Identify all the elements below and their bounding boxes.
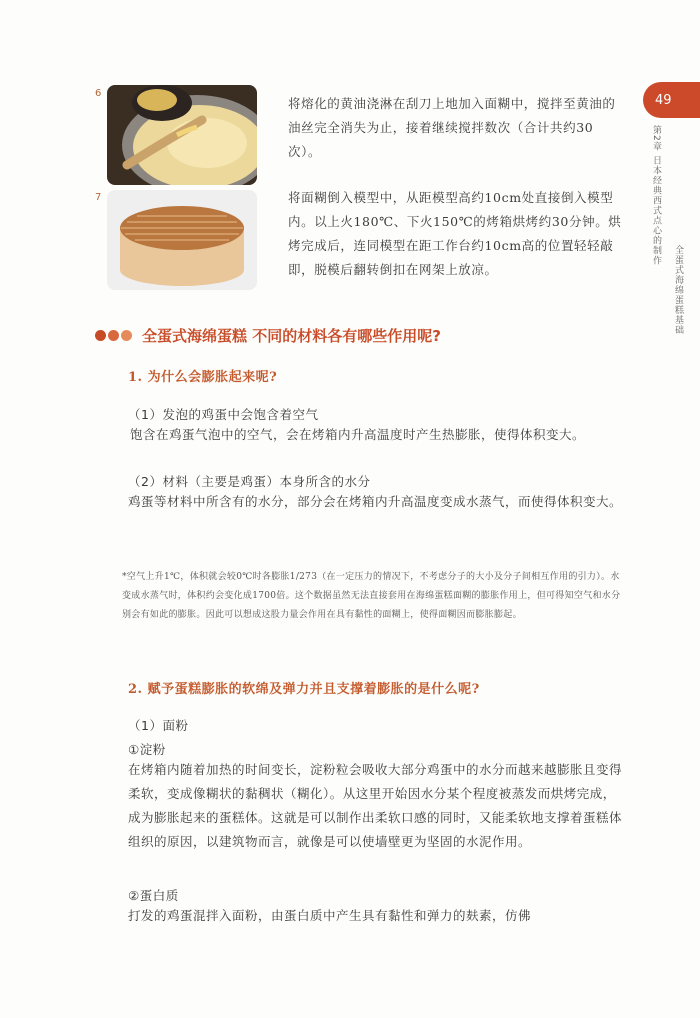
q2-subheading-starch: ①淀粉 [128,742,166,757]
q1-text-1: 饱含在鸡蛋气泡中的空气，会在烤箱内升高温度时产生热膨胀，使得体积变大。 [130,427,586,442]
page-number-tab [643,82,700,118]
section-title: 全蛋式海绵蛋糕 不同的材料各有哪些作用呢? [142,327,441,345]
q1-subheading-1: （1）发泡的鸡蛋中会饱含着空气 [128,407,319,422]
chapter-title: 日本经典西式点心的制作 [651,155,661,266]
step-6-photo [107,85,257,185]
step-number-7: 7 [95,192,102,203]
footnote: *空气上升1℃，体积就会较0℃时各膨胀1/273（在一定压力的情况下，不考虑分子的大小及分子间相互作用的引力）。水变成水蒸气时，体积约会变化成1700倍。这个数据虽然无法直接套用在海绵蛋糕面糊的膨胀作用上，但可得知空气和水分别会有如此的膨胀。因此可以想成这股力量会作用在具有黏性的面糊上，使得面糊因而膨胀膨起。 [122,572,621,620]
section-heading [95,325,615,346]
chapter-label [650,125,663,266]
q2-subheading-protein: ②蛋白质 [128,888,179,903]
question-1-heading: 1. 为什么会膨胀起来呢? [128,370,278,385]
q2-text-starch: 在烤箱内随着加热的时间变长，淀粉粒会吸收大部分鸡蛋中的水分而越来越膨胀且变得柔软，变成像糊状的黏稠状（糊化）。从这里开始因水分某个程度被蒸发而烘烤完成，成为膨胀起来的蛋糕体。这就是可以制作出柔软口感的同时，又能柔软地支撑着蛋糕体组织的原因，以建筑物而言，就像是可以使墙壁更为坚固的水泥作用。 [128,762,623,849]
page-number: 49 [655,92,672,108]
chapter-number: 第2章 [651,125,661,152]
question-2-heading: 2. 赋予蛋糕膨胀的软绵及弹力并且支撑着膨胀的是什么呢? [128,682,480,697]
q2-subheading-1: （1）面粉 [128,718,189,733]
q1-subheading-2: （2）材料（主要是鸡蛋）本身所含的水分 [128,474,371,489]
step-number-6: 6 [95,88,102,99]
step-7-photo [107,190,257,290]
heading-dots-icon [95,330,134,341]
q2-text-protein: 打发的鸡蛋混拌入面粉，由蛋白质中产生具有黏性和弹力的麸素，仿佛 [128,908,532,923]
step-7-text: 将面糊倒入模型中，从距模型高约10cm处直接倒入模型内。以上火180℃、下火150℃的烤箱烘烤约30分钟。烘烤完成后，连同模型在距工作台约10cm高的位置轻轻敲即，脱模后翻转倒扣在网架上放凉。 [288,190,622,277]
section-side-label: 全蛋式海绵蛋糕基础 [673,245,683,335]
q1-text-2: 鸡蛋等材料中所含有的水分，部分会在烤箱内升高温度变成水蒸气，而使得体积变大。 [128,494,623,509]
step-6-text: 将熔化的黄油浇淋在刮刀上地加入面糊中，搅拌至黄油的油丝完全消失为止，接着继续搅拌数次（合计共约30次）。 [288,96,616,159]
